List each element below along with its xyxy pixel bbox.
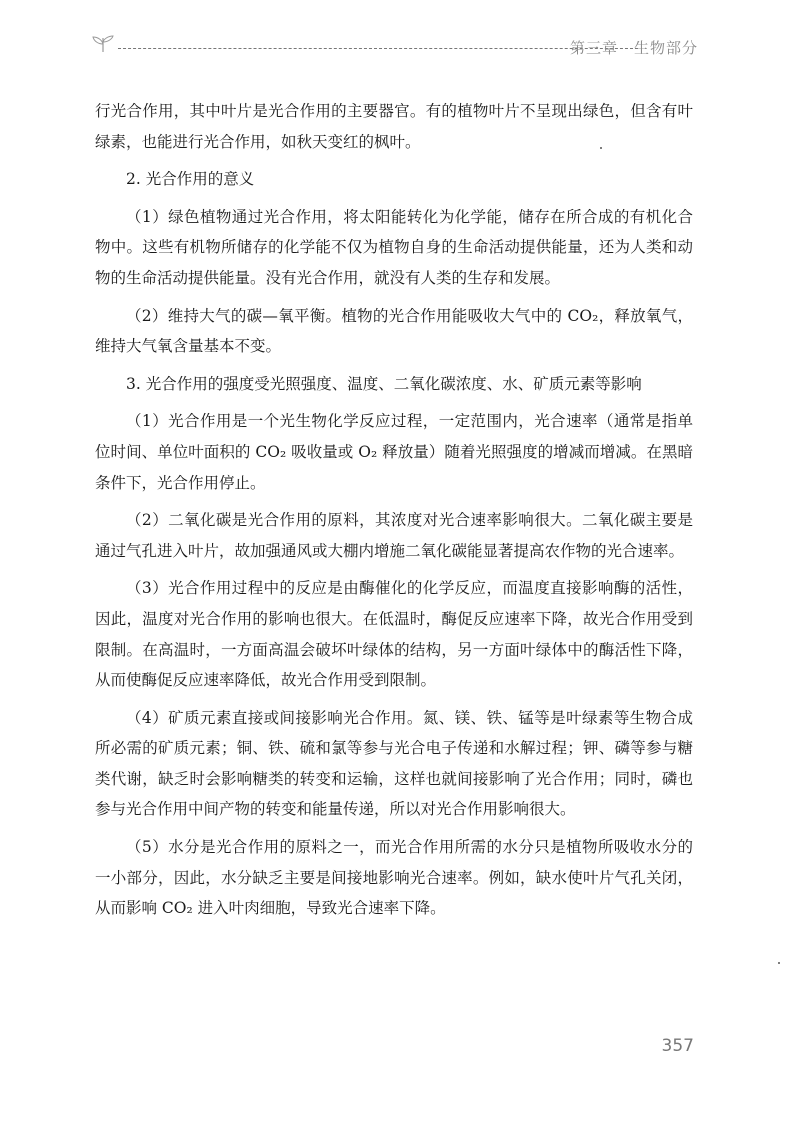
leaf-logo-icon [90, 34, 116, 54]
header-divider [118, 48, 638, 49]
section-label: 生物部分 [633, 39, 698, 57]
paragraph: 行光合作用，其中叶片是光合作用的主要器官。有的植物叶片不呈现出绿色，但含有叶绿素，也能进行光合作用，如秋天变红的枫叶。 [95, 102, 693, 151]
page-number: 357 [661, 1036, 694, 1056]
paragraph: （3）光合作用过程中的反应是由酶催化的化学反应，而温度直接影响酶的活性，因此，温度对光合作用的影响也很大。在低温时，酶促反应速率下降，故光合作用受到限制。在高温时，一方面高温会破坏叶绿体的结构，另一方面叶绿体中的酶活性下降，从而使酶促反应速率降低，故光合作用受到限制。 [95, 579, 693, 690]
chapter-label: 第三章 [569, 39, 618, 57]
paragraph: （5）水分是光合作用的原料之一，而光合作用所需的水分只是植物所吸收水分的一小部分，因此，水分缺乏主要是间接地影响光合速率。例如，缺水使叶片气孔关闭，从而影响 CO₂ 进入叶肉细胞，导致光合速率下降。 [95, 838, 693, 918]
scan-speck [600, 147, 602, 149]
body-text [95, 96, 693, 931]
paragraph: （1）绿色植物通过光合作用，将太阳能转化为化学能，储存在所合成的有机化合物中。这些有机物所储存的化学能不仅为植物自身的生命活动提供能量，还为人类和动物的生命活动提供能量。没有光合作用，就没有人类的生存和发展。 [95, 207, 693, 287]
paragraph: （2）二氧化碳是光合作用的原料，其浓度对光合速率影响很大。二氧化碳主要是通过气孔进入叶片，故加强通风或大棚内增施二氧化碳能显著提高农作物的光合速率。 [95, 511, 693, 560]
subheading: 3. 光合作用的强度受光照强度、温度、二氧化碳浓度、水、矿质元素等影响 [126, 374, 642, 393]
chapter-heading [570, 37, 698, 58]
subheading: 2. 光合作用的意义 [126, 170, 255, 189]
scan-speck [778, 962, 780, 964]
paragraph: （1）光合作用是一个光生物化学反应过程，一定范围内，光合速率（通常是指单位时间、单位叶面积的 CO₂ 吸收量或 O₂ 释放量）随着光照强度的增减而增减。在黑暗条件下，光合作用停止。 [95, 412, 693, 492]
paragraph: （2）维持大气的碳—氧平衡。植物的光合作用能吸收大气中的 CO₂，释放氧气，维持大气氧含量基本不变。 [95, 306, 693, 356]
running-header [90, 34, 708, 60]
paragraph: （4）矿质元素直接或间接影响光合作用。氮、镁、铁、锰等是叶绿素等生物合成所必需的矿质元素；铜、铁、硫和氯等参与光合电子传递和水解过程；钾、磷等参与糖类代谢，缺乏时会影响糖类的转变和运输，这样也就间接影响了光合作用；同时，磷也参与光合作用中间产物的转变和能量传递，所以对光合作用影响很大。 [95, 708, 693, 819]
